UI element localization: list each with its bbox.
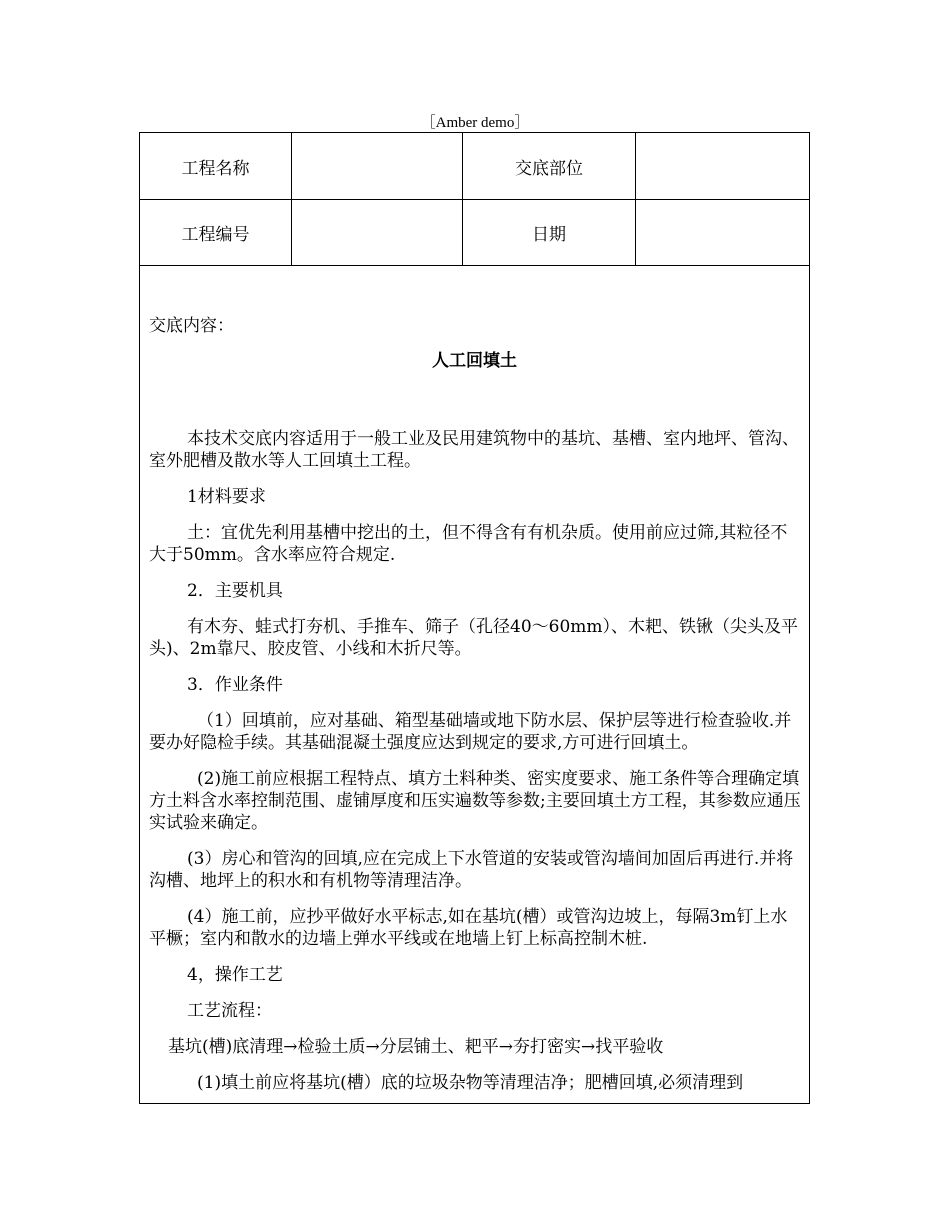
paragraph-tools: 有木夯、蛙式打夯机、手推车、筛子（孔径40～60mm）、木耙、铁锹（尖头及平头)、2m靠尺、胶皮管、小线和木折尺等。 [149,617,799,659]
content-body [149,428,801,1103]
document-header-tag: ［Amber demo］ [420,115,530,131]
content-title: 人工回填土 [432,351,517,371]
section-heading-materials: 1材料要求 [187,487,266,507]
disclosure-location-field[interactable] [636,133,809,199]
project-number-label: 工程编号 [140,200,292,265]
disclosure-location-label: 交底部位 [463,133,636,199]
section-heading-conditions: 3．作业条件 [187,675,283,695]
project-name-label: 工程名称 [140,133,292,199]
section-heading-process: 4，操作工艺 [187,965,283,985]
section-heading-tools: 2．主要机具 [187,581,283,601]
paragraph-condition-3: (3）房心和管沟的回填,应在完成上下水管道的安装或管沟墙间加固后再进行.并将沟槽、地坪上的积水和有机物等清理洁净。 [149,849,794,891]
form-row-project-number [140,200,809,266]
date-label: 日期 [463,200,636,265]
paragraph-condition-1: （1）回填前，应对基础、箱型基础墙或地下防水层、保护层等进行检查验收.并要办好隐检手续。其基础混凝土强度应达到规定的要求,方可进行回填土。 [149,711,792,753]
paragraph-scope: 本技术交底内容适用于一般工业及民用建筑物中的基坑、基槽、室内地坪、管沟、室外肥槽及散水等人工回填土工程。 [149,429,799,471]
paragraph-condition-4: (4）施工前，应抄平做好水平标志,如在基坑(槽）或管沟边坡上，每隔3m钉上水平橛；室内和散水的边墙上弹水平线或在地墙上钉上标高控制木桩. [149,907,788,949]
paragraph-soil: 土：宜优先利用基槽中挖出的土，但不得含有有机杂质。使用前应过筛,其粒径不大于50mm。含水率应符合规定. [149,523,788,565]
date-field[interactable] [636,200,809,265]
form-row-project-name [140,133,809,200]
paragraph-condition-2: (2)施工前应根据工程特点、填方土料种类、密实度要求、施工条件等合理确定填方土料含水率控制范围、虚铺厚度和压实遍数等参数;主要回填土方工程，其参数应通压实试验来确定。 [149,769,801,833]
process-flow: 基坑(槽)底清理→检验土质→分层铺土、耙平→夯打密实→找平验收 [168,1037,664,1057]
disclosure-form-table [139,132,810,1104]
project-number-field[interactable] [292,200,463,265]
disclosure-content-cell [140,266,809,1103]
project-name-field[interactable] [292,133,463,199]
content-label: 交底内容： [149,316,234,336]
process-flow-label: 工艺流程： [187,1001,272,1021]
paragraph-step-1: (1)填土前应将基坑(槽）底的垃圾杂物等清理洁净；肥槽回填,必须清理到 [197,1073,744,1093]
